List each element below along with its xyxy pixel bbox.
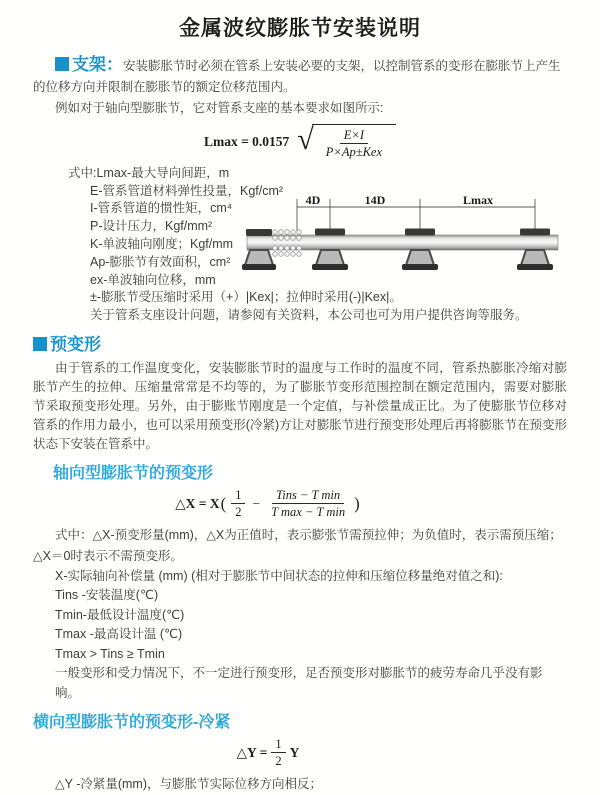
radical-sign: √	[297, 123, 314, 156]
right-paren: )	[354, 493, 360, 513]
support-heading-label: 支架：	[72, 55, 123, 74]
lateral-subheading: 横向型膨胀节的预变形-冷紧	[33, 714, 231, 731]
list-item: Tmax > Tins ≥ Tmin	[55, 646, 165, 661]
sqrt-numerator: E×I	[340, 128, 368, 144]
support-intro-paragraph	[33, 54, 567, 98]
blue-square-icon	[33, 337, 47, 351]
dimension-lines	[297, 199, 535, 233]
half-fraction: $\frac{1}{2}$	[231, 488, 245, 520]
lateral-formula-rhs: Y	[289, 744, 300, 760]
list-item: Tins -安装温度(℃)	[55, 588, 159, 602]
pipe-support-diagram	[245, 193, 560, 290]
definition-line: 关于管系支座设计问题，请参阅有关资料，本公司也可为用户提供咨询等服务。	[90, 308, 528, 323]
lmax-formula	[33, 124, 567, 160]
minus-sign: −	[252, 495, 261, 511]
definition-line: ±-膨胀节受压缩时采用（+）|Kex|；拉伸时采用(-)|Kex|。	[90, 290, 402, 305]
list-item: 一般变形和受力情况下，不一定进行预变形，足否预变形对膨胀节的疲劳寿命几乎没有影响。	[55, 666, 543, 700]
dim-label-lmax: Lmax	[463, 192, 493, 207]
predeform-section-heading	[33, 330, 567, 355]
axial-formula-lhs: △X = X	[175, 495, 220, 511]
half-fraction: $\frac{1}{2}$	[271, 737, 285, 769]
definition-line: 式中:Lmax-最大导向间距，m	[68, 165, 230, 180]
definition-line: K-单波轴向刚度；Kgf/mm	[90, 236, 234, 251]
lateral-note: △Y -冷紧量(mm)，与膨胀节实际位移方向相反；	[55, 776, 323, 791]
definition-line: P-设计压力，Kgf/mm²	[90, 219, 213, 234]
axial-subheading: 轴向型膨胀节的预变形	[53, 464, 214, 482]
axial-note: 式中：△X-预变形量(mm)，△X为正值时，表示膨张节需预拉伸；为负值时，表示需预压缩；△X＝0时表示不需预变形。	[33, 527, 562, 563]
lateral-formula-lhs: △Y =	[236, 744, 268, 760]
definition-line: E-管系管道材料弹性投量，Kgf/cm²	[90, 183, 284, 198]
axial-formula	[1, 488, 535, 520]
list-item: Tmax -最高设计温 (℃)	[55, 627, 183, 641]
list-item: Tmin-最低设计温度(℃)	[55, 607, 185, 622]
blue-square-icon	[55, 57, 69, 71]
definition-line: Ap-膨胀节有效面积，cm²	[90, 254, 231, 269]
sqrt-expression	[297, 124, 396, 160]
dim-label-4d: 4D	[305, 192, 321, 207]
lmax-formula-lhs: Lmax = 0.0157	[203, 133, 290, 149]
lateral-formula	[1, 737, 535, 769]
support-section-heading	[55, 55, 123, 74]
support-intro-text: 安装膨胀节时必须在管系上安装必要的支架，以控制管系的变形在膨胀节上产生的位移方向并限制在膨胀节的额定位移范围内。	[33, 59, 561, 94]
definition-line: ex-单波轴向位移，mm	[90, 272, 216, 287]
sqrt-fraction	[322, 128, 386, 160]
temperature-fraction: $\frac{\text{Tins − T min}}{\text{T max − T min}}$	[271, 487, 346, 520]
support-example-line: 例如对于轴向型膨胀节，它对管系支座的基本要求如图所示:	[55, 101, 384, 115]
page-title: 金属波纹膨胀节安装说明	[179, 17, 421, 40]
list-item: X-实际轴向补偿量 (mm) (相对于膨胀节中间状态的拉伸和压缩位移量绝对值之和):	[55, 568, 503, 583]
sqrt-denominator: P×Ap±Kex	[325, 145, 383, 160]
predeform-paragraph: 由于管系的工作温度变化，安装膨胀节时的温度与工作时的温度不同，管系热膨胀冷缩对膨胀节产生的拉伸、压缩量常常是不均等的，为了膨胀节变形范围控制在额定范围内，需要对膨胀节采取预变形处理。另外，由于膨账节刚度是一个定值，与补偿量成正比。为了使膨胀节位移对管系的作用力最小，也可以采用预变形(冷紧)方让对膨胀节进行预变形处理后再将膨胀节在预变形状态下安装在管系中。	[33, 360, 567, 451]
predeform-heading-label: 预变形	[50, 334, 101, 354]
definitions-and-diagram	[33, 165, 567, 323]
definition-line: I-管系管道的惯性矩，cm⁴	[90, 201, 233, 216]
axial-parameter-list	[33, 567, 567, 704]
left-paren: (	[220, 493, 227, 513]
dim-label-14d: 14D	[364, 192, 386, 207]
